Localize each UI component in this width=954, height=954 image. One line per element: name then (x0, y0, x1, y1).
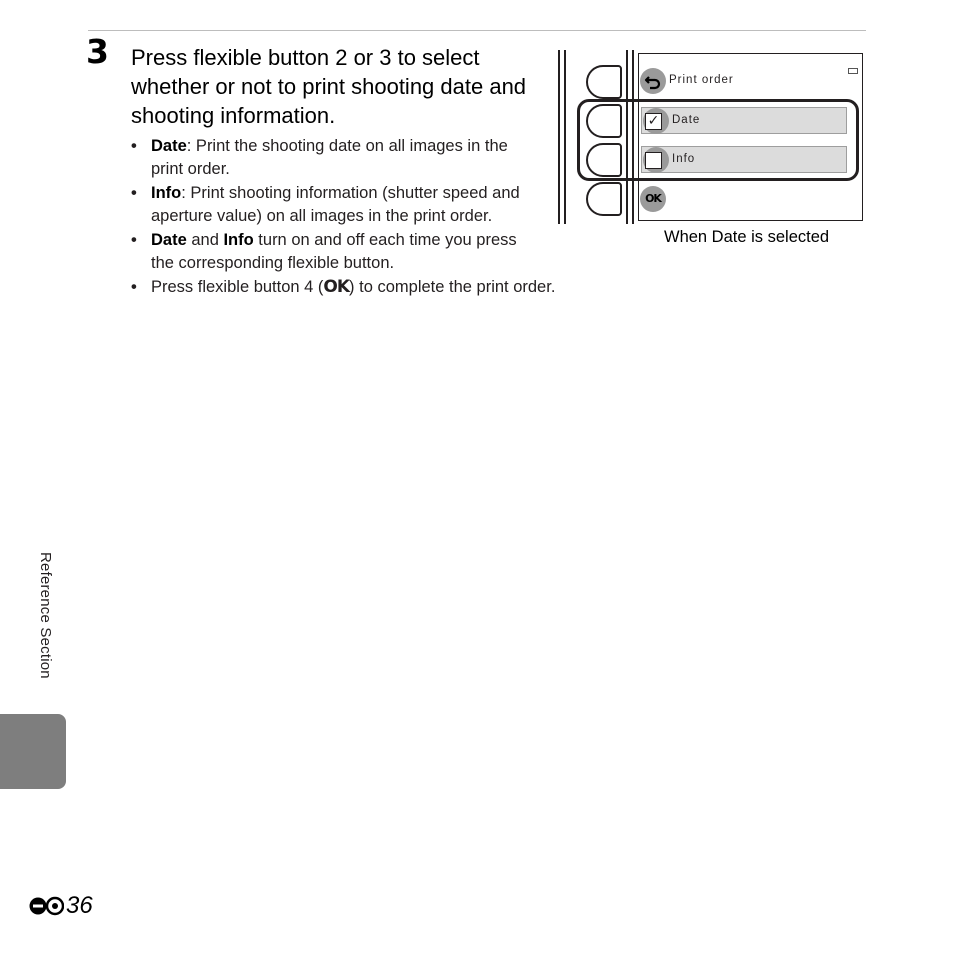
camera-illustration (552, 44, 866, 228)
ok-icon: OK (323, 277, 350, 297)
top-rule (88, 30, 866, 31)
page-number-value: 36 (66, 892, 93, 919)
option-label: Date (672, 114, 701, 126)
flexible-button-1 (586, 65, 622, 99)
term-date: Date (151, 231, 187, 249)
reference-section-e-icon (28, 895, 64, 917)
step-number: 3 (86, 32, 109, 71)
page-number (28, 892, 93, 920)
bullet-text: turn on and off each time you press the corresponding flexible button. (151, 231, 517, 272)
ok-icon: OK (640, 186, 666, 212)
camera-edge-line (564, 50, 566, 224)
back-icon (640, 68, 666, 94)
camera-edge-line (558, 50, 560, 224)
highlight-frame (577, 99, 859, 181)
list-item: • Info: Print shooting information (shutter speed and aperture value) on all images in the print order. (131, 184, 520, 225)
checkbox-checked-icon: ✓ (645, 113, 662, 130)
section-tab (0, 714, 66, 789)
screen-title: Print order (669, 74, 734, 86)
term-info: Info (151, 184, 182, 202)
bullet-text: : Print the shooting date on all images in the print order. (151, 137, 508, 178)
flexible-button-4 (586, 182, 622, 216)
figure-caption: When Date is selected (664, 228, 830, 246)
step-heading: Press flexible button 2 or 3 to select whether or not to print shooting date and shooting information. (131, 45, 527, 128)
list-item: • Press flexible button 4 (OK) to complete the print order. (131, 277, 556, 297)
battery-icon (848, 68, 858, 74)
instruction-list (131, 135, 601, 301)
list-item: • Date and Info turn on and off each time you press the corresponding flexible button. (131, 231, 517, 272)
term-date: Date (151, 137, 187, 155)
list-item: • Date: Print the shooting date on all images in the print order. (131, 137, 508, 178)
term-info: Info (223, 231, 254, 249)
section-label: Reference Section (37, 552, 54, 679)
option-label: Info (672, 153, 696, 165)
bullet-text: : Print shooting information (shutter speed and aperture value) on all images in the print order. (151, 184, 520, 225)
